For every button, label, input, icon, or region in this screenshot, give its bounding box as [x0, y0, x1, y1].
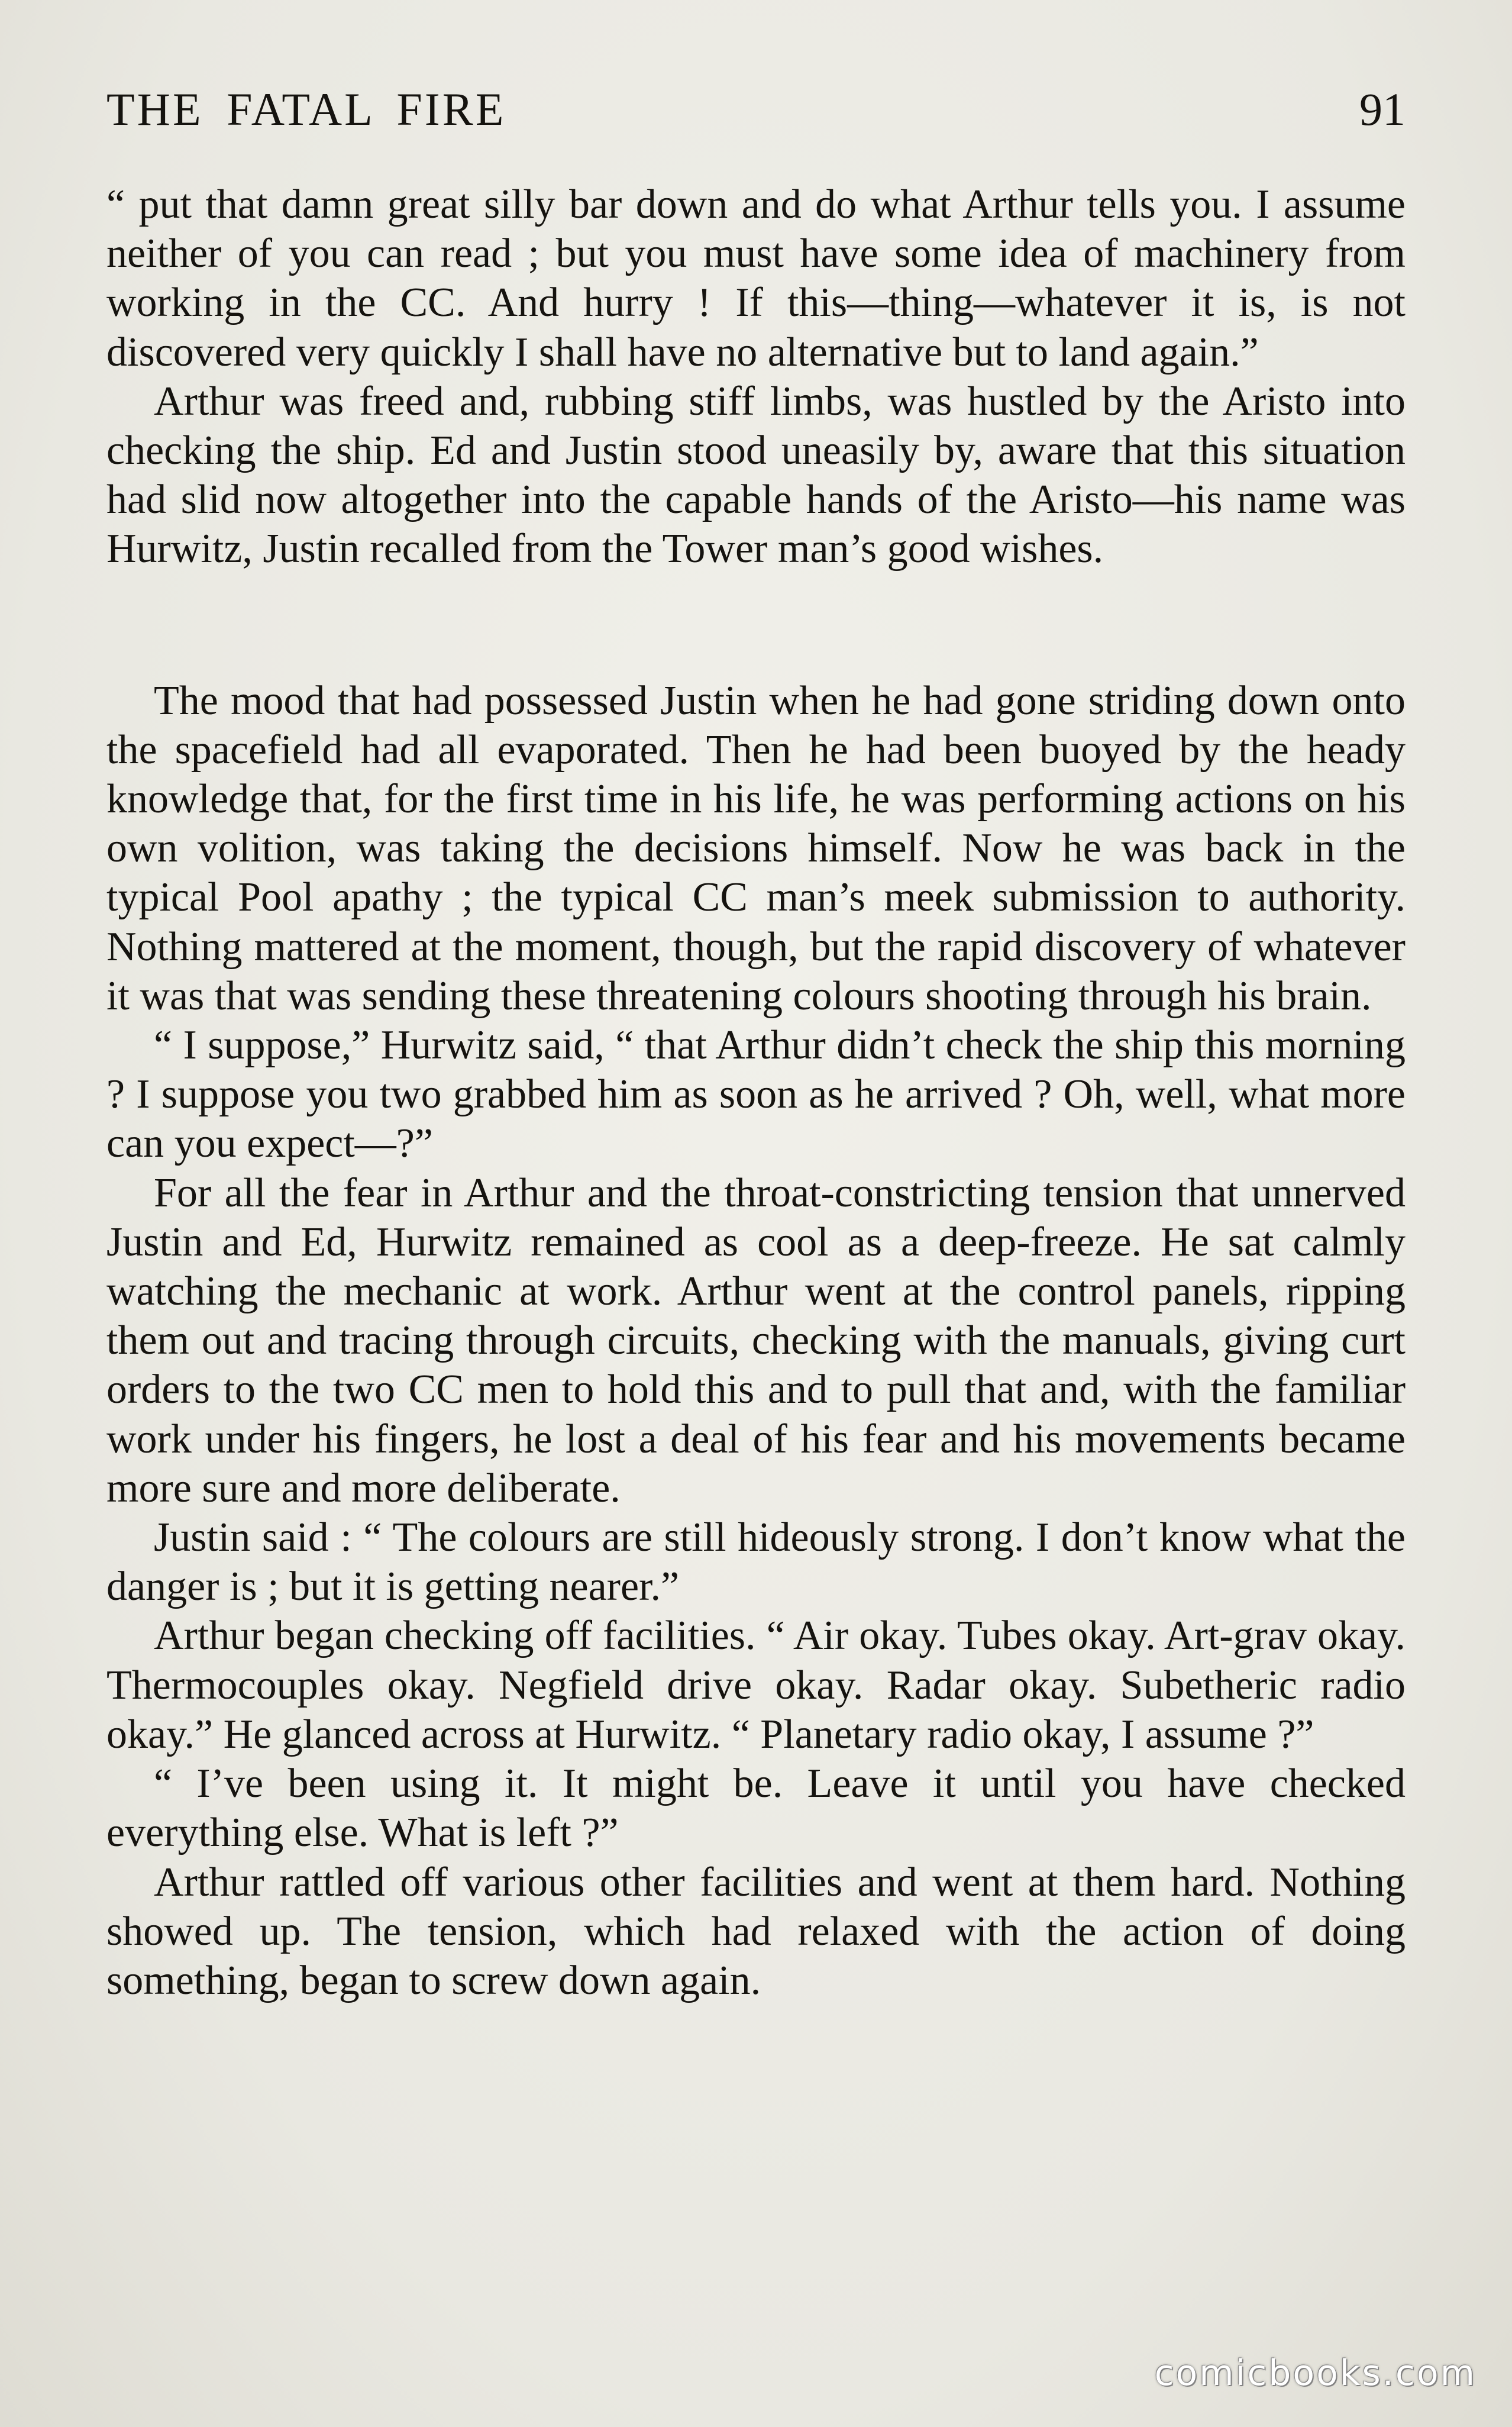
paragraph: Justin said : “ The colours are still hideously strong. I don’t know what the danger is ; but it is getting nearer.” — [106, 1515, 1406, 1610]
paragraph: “ put that damn great silly bar down and do what Arthur tells you. I assume neither of you can read ; but you must have some idea of machinery from working in the CC. And hurry ! If this—thing—whatever it is, is not discovered very quickly I shall have no alternative but to land again.” — [106, 182, 1406, 375]
paragraph: Arthur began checking off facilities. “ Air okay. Tubes okay. Art-grav okay. Thermocouples okay. Negfield drive okay. Radar okay. Subetheric radio okay.” He glanced across at Hurwitz. “ Planetary radio okay, I assume ?” — [106, 1613, 1406, 1757]
paragraph: For all the fear in Arthur and the throat-constricting tension that unnerved Justin and Ed, Hurwitz remained as cool as a deep-freeze. He sat calmly watching the mechanic at work. Arthur went at the control panels, ripping them out and tracing through circuits, checking with the manuals, giving curt orders to the two CC men to hold this and to pull that and, with the familiar work under his fingers, he lost a deal of his fear and his movements became more sure and more deliberate. — [106, 1170, 1406, 1511]
paragraph: “ I suppose,” Hurwitz said, “ that Arthur didn’t check the ship this morning ? I suppose you two grabbed him as soon as he arrived ? Oh, well, what more can you expect—?” — [106, 1022, 1406, 1167]
watermark: comicbooks.com — [1154, 2352, 1477, 2394]
paragraph: Arthur rattled off various other facilities and went at them hard. Nothing showed up. The tension, which had relaxed with the action of doing something, began to screw down again. — [106, 1859, 1406, 2003]
paragraph: The mood that had possessed Justin when he had gone striding down onto the spacefield had all evaporated. Then he had been buoyed by the heady knowledge that, for the first time in his life, he was performing actions on his own volition, was taking the decisions himself. Now he was back in the typical Pool apathy ; the typical CC man’s meek submission to authority. Nothing mattered at the moment, though, but the rapid discovery of whatever it was that was sending these threatening colours shooting through his brain. — [106, 677, 1406, 1019]
paragraph: Arthur was freed and, rubbing stiff limbs, was hustled by the Aristo into checking the ship. Ed and Justin stood uneasily by, aware that this situation had slid now altogether into the capable hands of the Aristo—his name was Hurwitz, Justin recalled from the Tower man’s good wishes. — [106, 378, 1406, 572]
body-text — [106, 180, 1406, 2005]
page-header — [106, 83, 1406, 136]
paragraph: “ I’ve been using it. It might be. Leave it until you have checked everything else. What is left ?” — [106, 1761, 1406, 1856]
section-break — [106, 574, 1406, 676]
running-head: THE FATAL FIRE — [106, 83, 506, 135]
page-number: 91 — [1359, 83, 1406, 135]
